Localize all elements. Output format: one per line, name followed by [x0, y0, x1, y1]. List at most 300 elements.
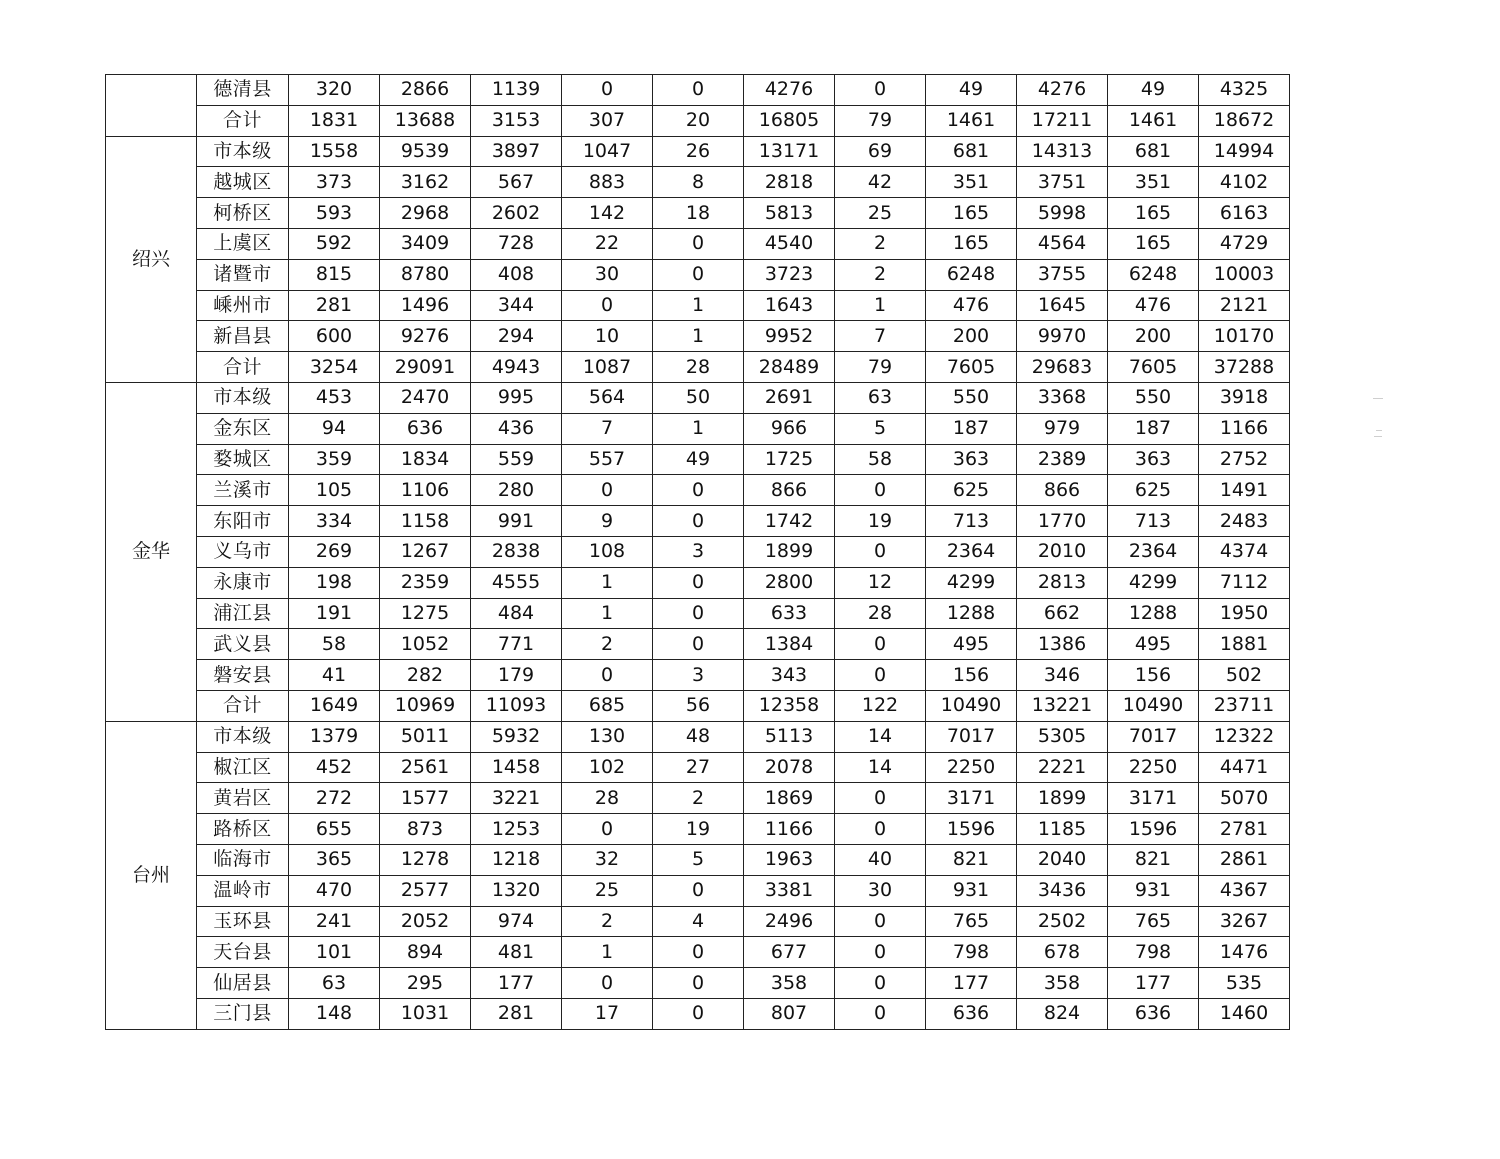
table-row [106, 259, 1290, 290]
value-cell: 29091 [380, 352, 471, 383]
scan-artifact [1376, 430, 1382, 431]
value-cell: 0 [562, 814, 653, 845]
value-cell: 41 [289, 660, 380, 691]
city-cell [106, 75, 197, 137]
value-cell: 1461 [1108, 105, 1199, 136]
value-cell: 10 [562, 321, 653, 352]
value-cell: 3723 [744, 259, 835, 290]
value-cell: 13221 [1017, 690, 1108, 721]
value-cell: 130 [562, 721, 653, 752]
value-cell: 17211 [1017, 105, 1108, 136]
value-cell: 2838 [471, 536, 562, 567]
value-cell: 476 [1108, 290, 1199, 321]
value-cell: 1253 [471, 814, 562, 845]
value-cell: 5 [835, 413, 926, 444]
value-cell: 2 [562, 629, 653, 660]
value-cell: 3162 [380, 167, 471, 198]
table-row [106, 75, 1290, 106]
value-cell: 2364 [1108, 536, 1199, 567]
value-cell: 2250 [926, 752, 1017, 783]
value-cell: 0 [562, 290, 653, 321]
table-row [106, 937, 1290, 968]
value-cell: 7112 [1199, 567, 1290, 598]
value-cell: 2121 [1199, 290, 1290, 321]
value-cell: 484 [471, 598, 562, 629]
table-row [106, 721, 1290, 752]
value-cell: 7605 [926, 352, 1017, 383]
scan-artifact [1374, 436, 1382, 437]
value-cell: 1831 [289, 105, 380, 136]
value-cell: 0 [562, 968, 653, 999]
value-cell: 10003 [1199, 259, 1290, 290]
value-cell: 550 [1108, 382, 1199, 413]
value-cell: 408 [471, 259, 562, 290]
value-cell: 2496 [744, 906, 835, 937]
district-cell: 临海市 [197, 844, 289, 875]
value-cell: 2483 [1199, 506, 1290, 537]
value-cell: 3897 [471, 136, 562, 167]
value-cell: 1320 [471, 875, 562, 906]
value-cell: 0 [653, 75, 744, 106]
value-cell: 662 [1017, 598, 1108, 629]
value-cell: 4276 [1017, 75, 1108, 106]
value-cell: 20 [653, 105, 744, 136]
value-cell: 1770 [1017, 506, 1108, 537]
value-cell: 2866 [380, 75, 471, 106]
value-cell: 0 [653, 567, 744, 598]
value-cell: 165 [926, 198, 1017, 229]
value-cell: 2 [835, 228, 926, 259]
district-cell: 越城区 [197, 167, 289, 198]
district-cell: 义乌市 [197, 536, 289, 567]
table-row [106, 475, 1290, 506]
value-cell: 122 [835, 690, 926, 721]
district-cell: 温岭市 [197, 875, 289, 906]
value-cell: 1267 [380, 536, 471, 567]
value-cell: 3221 [471, 783, 562, 814]
value-cell: 1158 [380, 506, 471, 537]
value-cell: 550 [926, 382, 1017, 413]
table-row [106, 598, 1290, 629]
value-cell: 2040 [1017, 844, 1108, 875]
value-cell: 0 [653, 629, 744, 660]
value-cell: 559 [471, 444, 562, 475]
value-cell: 9952 [744, 321, 835, 352]
table-row [106, 105, 1290, 136]
value-cell: 1899 [1017, 783, 1108, 814]
value-cell: 7 [835, 321, 926, 352]
value-cell: 2250 [1108, 752, 1199, 783]
value-cell: 0 [653, 506, 744, 537]
district-cell: 婺城区 [197, 444, 289, 475]
value-cell: 798 [1108, 937, 1199, 968]
district-cell: 柯桥区 [197, 198, 289, 229]
value-cell: 3409 [380, 228, 471, 259]
value-cell: 2 [653, 783, 744, 814]
value-cell: 344 [471, 290, 562, 321]
value-cell: 269 [289, 536, 380, 567]
value-cell: 63 [835, 382, 926, 413]
value-cell: 0 [653, 937, 744, 968]
value-cell: 3 [653, 660, 744, 691]
table-row [106, 290, 1290, 321]
value-cell: 187 [926, 413, 1017, 444]
value-cell: 5011 [380, 721, 471, 752]
value-cell: 165 [926, 228, 1017, 259]
district-cell: 黄岩区 [197, 783, 289, 814]
value-cell: 9 [562, 506, 653, 537]
value-cell: 4555 [471, 567, 562, 598]
value-cell: 3171 [926, 783, 1017, 814]
value-cell: 1496 [380, 290, 471, 321]
value-cell: 1645 [1017, 290, 1108, 321]
value-cell: 14994 [1199, 136, 1290, 167]
value-cell: 713 [1108, 506, 1199, 537]
value-cell: 30 [562, 259, 653, 290]
district-cell: 德清县 [197, 75, 289, 106]
table-row [106, 814, 1290, 845]
value-cell: 295 [380, 968, 471, 999]
value-cell: 3751 [1017, 167, 1108, 198]
value-cell: 1596 [1108, 814, 1199, 845]
value-cell: 351 [1108, 167, 1199, 198]
value-cell: 2861 [1199, 844, 1290, 875]
value-cell: 894 [380, 937, 471, 968]
scan-artifact [1373, 398, 1383, 399]
value-cell: 142 [562, 198, 653, 229]
value-cell: 2078 [744, 752, 835, 783]
value-cell: 1950 [1199, 598, 1290, 629]
value-cell: 2781 [1199, 814, 1290, 845]
value-cell: 108 [562, 536, 653, 567]
value-cell: 25 [835, 198, 926, 229]
value-cell: 557 [562, 444, 653, 475]
value-cell: 40 [835, 844, 926, 875]
value-cell: 600 [289, 321, 380, 352]
value-cell: 187 [1108, 413, 1199, 444]
value-cell: 241 [289, 906, 380, 937]
value-cell: 94 [289, 413, 380, 444]
value-cell: 359 [289, 444, 380, 475]
value-cell: 12322 [1199, 721, 1290, 752]
value-cell: 771 [471, 629, 562, 660]
value-cell: 1185 [1017, 814, 1108, 845]
value-cell: 1166 [744, 814, 835, 845]
value-cell: 931 [1108, 875, 1199, 906]
value-cell: 0 [835, 968, 926, 999]
value-cell: 307 [562, 105, 653, 136]
value-cell: 681 [1108, 136, 1199, 167]
value-cell: 280 [471, 475, 562, 506]
table-row [106, 382, 1290, 413]
value-cell: 2818 [744, 167, 835, 198]
district-cell: 合计 [197, 352, 289, 383]
value-cell: 7017 [926, 721, 1017, 752]
value-cell: 821 [1108, 844, 1199, 875]
value-cell: 1 [562, 598, 653, 629]
table-row [106, 844, 1290, 875]
value-cell: 5 [653, 844, 744, 875]
value-cell: 358 [744, 968, 835, 999]
value-cell: 343 [744, 660, 835, 691]
value-cell: 0 [835, 475, 926, 506]
value-cell: 625 [1108, 475, 1199, 506]
value-cell: 470 [289, 875, 380, 906]
value-cell: 10170 [1199, 321, 1290, 352]
value-cell: 1596 [926, 814, 1017, 845]
value-cell: 995 [471, 382, 562, 413]
value-cell: 4102 [1199, 167, 1290, 198]
value-cell: 4374 [1199, 536, 1290, 567]
value-cell: 2470 [380, 382, 471, 413]
value-cell: 0 [835, 906, 926, 937]
table-row [106, 444, 1290, 475]
value-cell: 200 [1108, 321, 1199, 352]
value-cell: 1 [653, 290, 744, 321]
value-cell: 4367 [1199, 875, 1290, 906]
value-cell: 28 [653, 352, 744, 383]
value-cell: 0 [835, 660, 926, 691]
value-cell: 1275 [380, 598, 471, 629]
value-cell: 281 [289, 290, 380, 321]
value-cell: 1386 [1017, 629, 1108, 660]
value-cell: 19 [835, 506, 926, 537]
value-cell: 29683 [1017, 352, 1108, 383]
value-cell: 979 [1017, 413, 1108, 444]
table-row [106, 136, 1290, 167]
value-cell: 0 [653, 968, 744, 999]
value-cell: 2 [835, 259, 926, 290]
value-cell: 10490 [926, 690, 1017, 721]
table-row [106, 752, 1290, 783]
value-cell: 17 [562, 998, 653, 1029]
value-cell: 966 [744, 413, 835, 444]
value-cell: 177 [926, 968, 1017, 999]
value-cell: 0 [835, 783, 926, 814]
value-cell: 1 [653, 321, 744, 352]
district-cell: 市本级 [197, 382, 289, 413]
value-cell: 48 [653, 721, 744, 752]
district-cell: 路桥区 [197, 814, 289, 845]
value-cell: 50 [653, 382, 744, 413]
value-cell: 346 [1017, 660, 1108, 691]
table-row [106, 198, 1290, 229]
value-cell: 3381 [744, 875, 835, 906]
value-cell: 165 [1108, 228, 1199, 259]
value-cell: 633 [744, 598, 835, 629]
value-cell: 807 [744, 998, 835, 1029]
table-row [106, 352, 1290, 383]
district-cell: 市本级 [197, 721, 289, 752]
district-cell: 兰溪市 [197, 475, 289, 506]
value-cell: 1963 [744, 844, 835, 875]
value-cell: 1460 [1199, 998, 1290, 1029]
value-cell: 1052 [380, 629, 471, 660]
value-cell: 1 [653, 413, 744, 444]
value-cell: 821 [926, 844, 1017, 875]
value-cell: 1278 [380, 844, 471, 875]
value-cell: 0 [835, 998, 926, 1029]
value-cell: 2561 [380, 752, 471, 783]
value-cell: 4471 [1199, 752, 1290, 783]
value-cell: 281 [471, 998, 562, 1029]
value-cell: 567 [471, 167, 562, 198]
value-cell: 363 [1108, 444, 1199, 475]
value-cell: 351 [926, 167, 1017, 198]
value-cell: 1218 [471, 844, 562, 875]
value-cell: 4325 [1199, 75, 1290, 106]
district-cell: 椒江区 [197, 752, 289, 783]
value-cell: 2052 [380, 906, 471, 937]
value-cell: 436 [471, 413, 562, 444]
value-cell: 198 [289, 567, 380, 598]
value-cell: 2359 [380, 567, 471, 598]
value-cell: 0 [835, 75, 926, 106]
value-cell: 373 [289, 167, 380, 198]
value-cell: 5932 [471, 721, 562, 752]
district-cell: 诸暨市 [197, 259, 289, 290]
value-cell: 677 [744, 937, 835, 968]
value-cell: 9970 [1017, 321, 1108, 352]
value-cell: 3267 [1199, 906, 1290, 937]
table-body [106, 75, 1290, 1030]
value-cell: 1 [835, 290, 926, 321]
value-cell: 179 [471, 660, 562, 691]
value-cell: 16805 [744, 105, 835, 136]
value-cell: 49 [926, 75, 1017, 106]
table-row [106, 536, 1290, 567]
value-cell: 3171 [1108, 783, 1199, 814]
value-cell: 23711 [1199, 690, 1290, 721]
value-cell: 655 [289, 814, 380, 845]
value-cell: 824 [1017, 998, 1108, 1029]
value-cell: 535 [1199, 968, 1290, 999]
value-cell: 0 [835, 937, 926, 968]
value-cell: 636 [1108, 998, 1199, 1029]
value-cell: 14 [835, 721, 926, 752]
value-cell: 14313 [1017, 136, 1108, 167]
value-cell: 102 [562, 752, 653, 783]
value-cell: 148 [289, 998, 380, 1029]
value-cell: 6163 [1199, 198, 1290, 229]
value-cell: 1031 [380, 998, 471, 1029]
value-cell: 165 [1108, 198, 1199, 229]
table-row [106, 783, 1290, 814]
value-cell: 2389 [1017, 444, 1108, 475]
value-cell: 6248 [926, 259, 1017, 290]
value-cell: 13688 [380, 105, 471, 136]
table-row [106, 906, 1290, 937]
value-cell: 101 [289, 937, 380, 968]
value-cell: 2752 [1199, 444, 1290, 475]
value-cell: 1384 [744, 629, 835, 660]
value-cell: 1869 [744, 783, 835, 814]
value-cell: 2502 [1017, 906, 1108, 937]
value-cell: 564 [562, 382, 653, 413]
value-cell: 481 [471, 937, 562, 968]
value-cell: 6248 [1108, 259, 1199, 290]
value-cell: 30 [835, 875, 926, 906]
value-cell: 1881 [1199, 629, 1290, 660]
value-cell: 2010 [1017, 536, 1108, 567]
value-cell: 452 [289, 752, 380, 783]
value-cell: 156 [1108, 660, 1199, 691]
value-cell: 476 [926, 290, 1017, 321]
value-cell: 0 [562, 660, 653, 691]
value-cell: 69 [835, 136, 926, 167]
value-cell: 4 [653, 906, 744, 937]
value-cell: 32 [562, 844, 653, 875]
table-row [106, 690, 1290, 721]
table-row [106, 228, 1290, 259]
value-cell: 1166 [1199, 413, 1290, 444]
value-cell: 1643 [744, 290, 835, 321]
value-cell: 0 [653, 259, 744, 290]
value-cell: 798 [926, 937, 1017, 968]
value-cell: 4943 [471, 352, 562, 383]
value-cell: 1899 [744, 536, 835, 567]
value-cell: 0 [835, 814, 926, 845]
value-cell: 1577 [380, 783, 471, 814]
value-cell: 1 [562, 567, 653, 598]
value-cell: 7017 [1108, 721, 1199, 752]
value-cell: 728 [471, 228, 562, 259]
value-cell: 56 [653, 690, 744, 721]
value-cell: 991 [471, 506, 562, 537]
value-cell: 37288 [1199, 352, 1290, 383]
value-cell: 593 [289, 198, 380, 229]
value-cell: 58 [835, 444, 926, 475]
district-cell: 三门县 [197, 998, 289, 1029]
value-cell: 765 [1108, 906, 1199, 937]
value-cell: 177 [471, 968, 562, 999]
value-cell: 1288 [926, 598, 1017, 629]
value-cell: 1379 [289, 721, 380, 752]
value-cell: 2691 [744, 382, 835, 413]
value-cell: 681 [926, 136, 1017, 167]
value-cell: 22 [562, 228, 653, 259]
value-cell: 177 [1108, 968, 1199, 999]
value-cell: 200 [926, 321, 1017, 352]
value-cell: 765 [926, 906, 1017, 937]
district-cell: 武义县 [197, 629, 289, 660]
value-cell: 28489 [744, 352, 835, 383]
value-cell: 10490 [1108, 690, 1199, 721]
value-cell: 11093 [471, 690, 562, 721]
value-cell: 2 [562, 906, 653, 937]
district-cell: 磐安县 [197, 660, 289, 691]
district-cell: 东阳市 [197, 506, 289, 537]
value-cell: 28 [835, 598, 926, 629]
value-cell: 18672 [1199, 105, 1290, 136]
district-cell: 合计 [197, 690, 289, 721]
value-cell: 1087 [562, 352, 653, 383]
value-cell: 678 [1017, 937, 1108, 968]
value-cell: 1106 [380, 475, 471, 506]
value-cell: 2968 [380, 198, 471, 229]
value-cell: 636 [380, 413, 471, 444]
city-cell: 台州 [106, 721, 197, 1029]
value-cell: 63 [289, 968, 380, 999]
value-cell: 866 [744, 475, 835, 506]
value-cell: 1047 [562, 136, 653, 167]
district-cell: 嵊州市 [197, 290, 289, 321]
value-cell: 1742 [744, 506, 835, 537]
statistics-table [105, 74, 1290, 1030]
value-cell: 79 [835, 352, 926, 383]
value-cell: 365 [289, 844, 380, 875]
value-cell: 191 [289, 598, 380, 629]
